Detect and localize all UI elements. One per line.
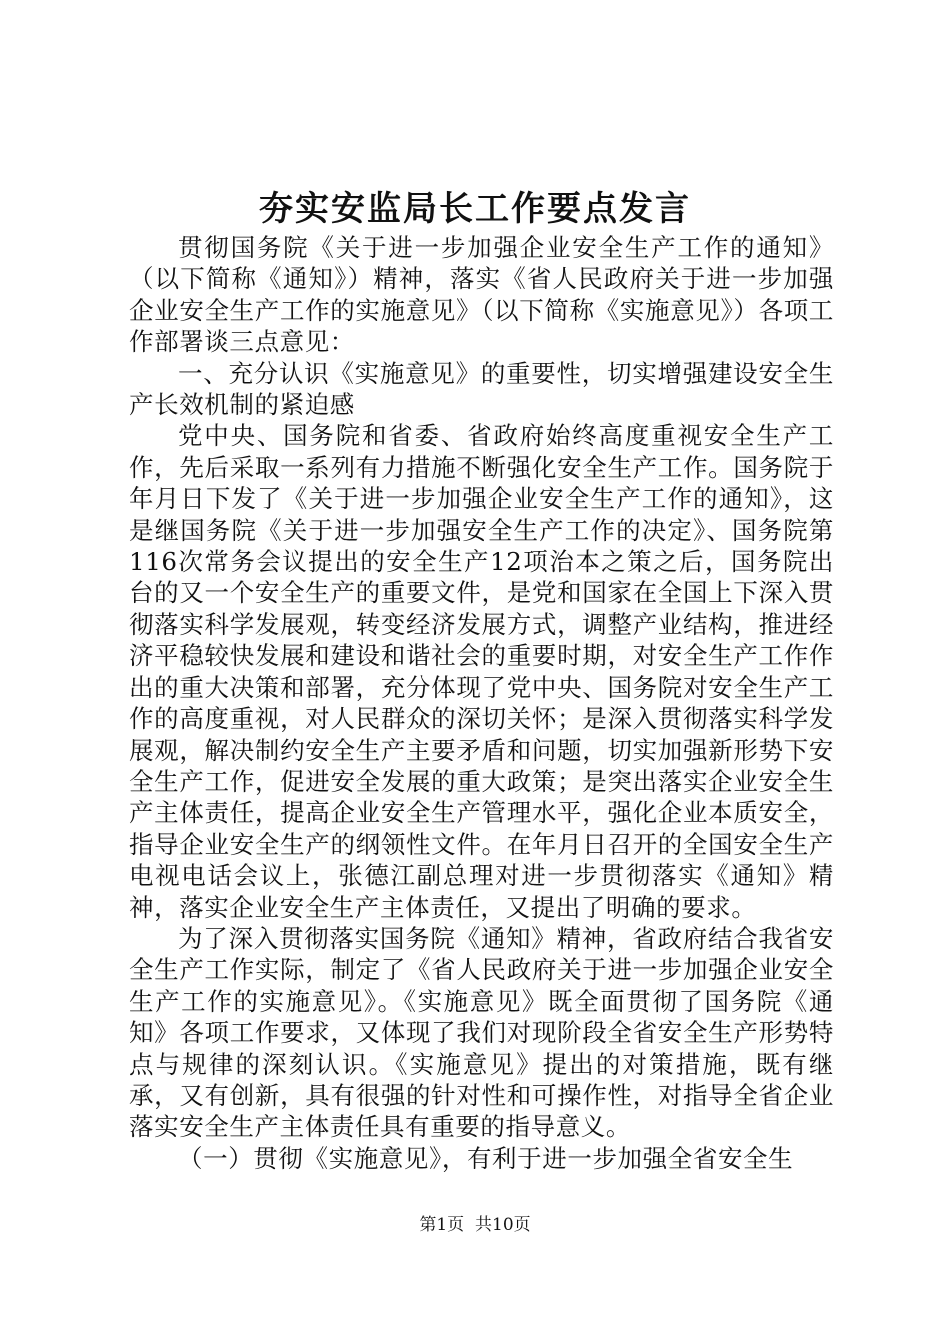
paragraph-background: 党中央、国务院和省委、省政府始终高度重视安全生产工作，先后采取一系列有力措施不断强化安全生产工作。国务院于年月日下发了《关于进一步加强企业安全生产工作的通知》，这是继国务院《关于进一步加强安全生产工作的决定》、国务院第116次常务会议提出的安全生产12项治本之策之后，国务院出台的又一个安全生产的重要文件，是党和国家在全国上下深入贯彻落实科学发展观，转变经济发展方式，调整产业结构，推进经济平稳较快发展和建设和谐社会的重要时期，对安全生产工作作出的重大决策和部署，充分体现了党中央、国务院对安全生产工作的高度重视，对人民群众的深切关怀；是深入贯彻落实科学发展观，解决制约安全生产主要矛盾和问题，切实加强新形势下安全生产工作，促进安全发展的重大政策；是突出落实企业安全生产主体责任，提高企业安全生产管理水平，强化企业本质安全，指导企业安全生产的纲领性文件。在年月日召开的全国安全生产电视电话会议上，张德江副总理对进一步贯彻落实《通知》精神，落实企业安全生产主体责任，又提出了明确的要求。 <box>129 421 834 922</box>
paragraph-provincial-opinion: 为了深入贯彻落实国务院《通知》精神，省政府结合我省安全生产工作实际，制定了《省人民政府关于进一步加强企业安全生产工作的实施意见》。《实施意见》既全面贯彻了国务院《通知》各项工作要求，又体现了我们对现阶段全省安全生产形势特点与规律的深刻认识。《实施意见》提出的对策措施，既有继承，又有创新，具有很强的针对性和可操作性，对指导全省企业落实安全生产主体责任具有重要的指导意义。 <box>129 923 834 1142</box>
section-heading-1: 一、充分认识《实施意见》的重要性，切实增强建设安全生产长效机制的紧迫感 <box>129 358 834 420</box>
paragraph-intro: 贯彻国务院《关于进一步加强企业安全生产工作的通知》（以下简称《通知》）精神，落实《省人民政府关于进一步加强企业安全生产工作的实施意见》（以下简称《实施意见》）各项工作部署谈三点意见： <box>129 233 834 357</box>
subsection-heading-1: （一）贯彻《实施意见》，有利于进一步加强全省安全生 <box>178 1143 794 1173</box>
page-number: 第1页 <box>419 1215 465 1235</box>
document-body <box>129 232 834 1174</box>
page-total: 共10页 <box>475 1215 531 1235</box>
page-footer <box>0 1213 950 1237</box>
document-title: 夯实安监局长工作要点发言 <box>259 189 691 229</box>
